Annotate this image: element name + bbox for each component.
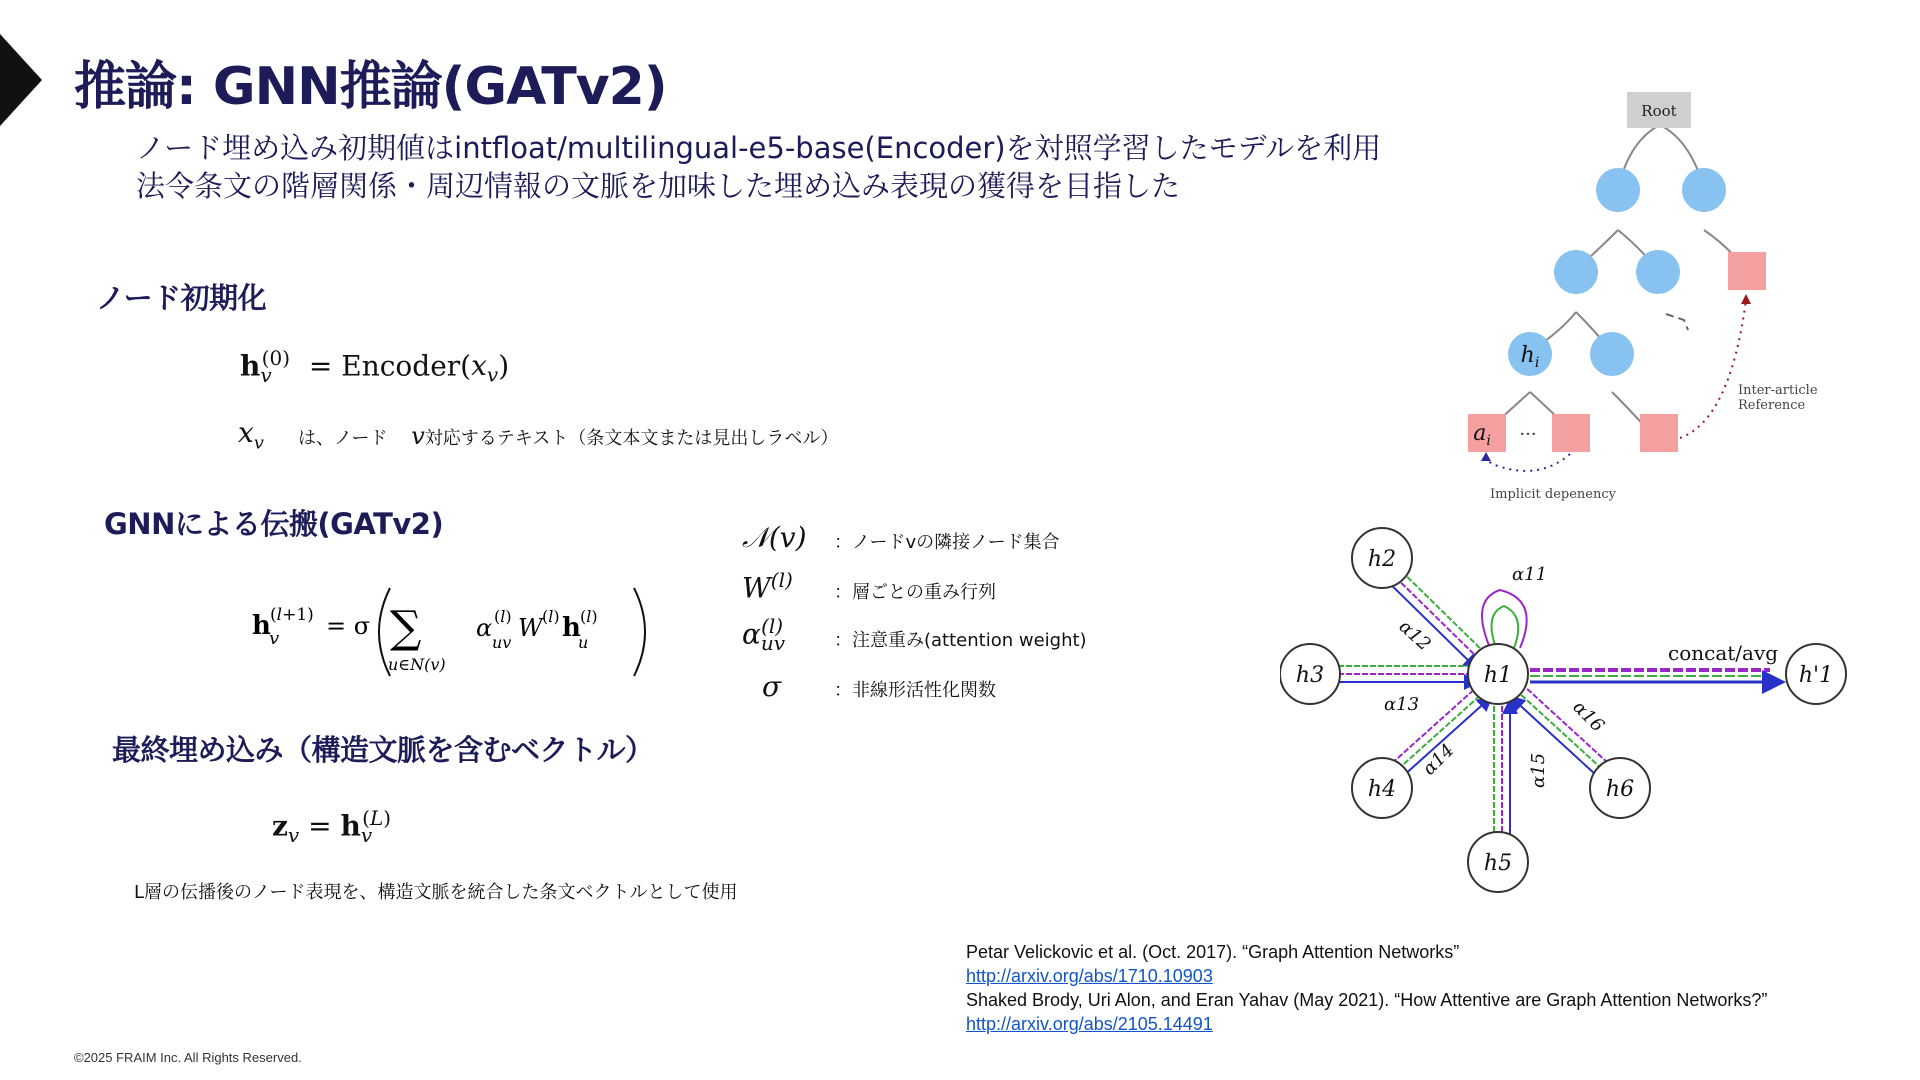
slide-marker [0,34,42,126]
reference-1: Petar Velickovic et al. (Oct. 2017). “Graph Attention Networks” [966,942,1460,962]
node-h3: h3 [1295,663,1325,688]
svg-text:(l+1): (l+1) [270,605,314,625]
inter-article-label: Inter-article [1738,383,1818,398]
svg-text:u∈N(v): u∈N(v) [388,655,446,674]
legend-text-sigma: ：非線形活性化関数 [834,680,996,701]
legend-text-alpha: ：注意重み(attention weight) [834,630,1087,651]
legend-text-nv: ：ノードvの隣接ノード集合 [834,532,1060,553]
reference-1-link[interactable]: http://arxiv.org/abs/1710.10903 [966,966,1213,986]
node-h1: h1 [1483,663,1513,688]
legend-symbol-nv: 𝒩(v) [742,521,807,554]
edge-alpha11: α11 [1512,564,1548,585]
node-h2: h2 [1367,547,1397,572]
node-h4: h4 [1367,777,1397,802]
intro-line-2: 法令条文の階層関係・周辺情報の文脈を加味した埋め込み表現の獲得を目指した [136,169,1181,203]
implicit-label: Implicit depenency [1490,487,1616,502]
svg-text:∑: ∑ [390,602,422,653]
reference-2: Shaked Brody, Uri Alon, and Eran Yahav (May 2021). “How Attentive are Graph Attention Networks?” [966,990,1768,1010]
node-h6: h6 [1605,777,1635,802]
node-h5: h5 [1483,851,1513,876]
edge-alpha15: α15 [1528,752,1549,788]
formula-propagation [240,570,660,690]
legend-symbol-w: $W^{(l)}$ [742,568,793,605]
formula-init: $h_v^{(0)}$ = $Encoder(x_v)$ [240,346,510,387]
svg-text:W: W [518,614,543,642]
final-note: L層の伝播後のノード表現を、構造文脈を統合した条文ベクトルとして使用 [134,882,738,903]
svg-text:α: α [476,614,493,642]
svg-text:···: ··· [1519,424,1537,445]
svg-text:= σ: = σ [326,612,371,640]
note-symbol-xv: $x_v$ [238,416,264,454]
reference-2-link[interactable]: http://arxiv.org/abs/2105.14491 [966,1014,1213,1034]
svg-text:(l): (l) [542,607,560,626]
svg-text:h: h [252,611,271,641]
section-heading-propagation: GNNによる伝搬(GATv2) [104,507,444,541]
svg-text:u: u [578,633,589,652]
edge-alpha12: α12 [1394,616,1435,656]
legend-symbol-sigma: σ [762,670,782,703]
svg-text:(l): (l) [494,607,512,626]
svg-text:Reference: Reference [1738,398,1806,413]
section-heading-final: 最終埋め込み（構造文脈を含むベクトル） [112,733,654,767]
edge-alpha14: α14 [1418,739,1459,780]
svg-text:hi: $h_i$ [1520,343,1540,371]
section-heading-init: ノード初期化 [96,281,267,315]
edge-alpha16: α16 [1568,696,1609,737]
svg-text:ai: $a_i$ [1473,421,1491,449]
copyright: ©2025 FRAIM Inc. All Rights Reserved. [74,1050,302,1065]
tree-diagram [1430,80,1830,520]
legend-text-w: ：層ごとの重み行列 [834,582,996,603]
node-h1-prime: h'1 [1798,663,1834,688]
slide-title: 推論: GNN推論(GATv2) [74,57,667,117]
attention-diagram [1280,520,1880,900]
intro-line-1: ノード埋め込み初期値はintfloat/multilingual-e5-base(Encoder)を対照学習したモデルを利用 [136,131,1382,165]
root-label: Root [1641,102,1677,120]
svg-text:h: h [562,613,581,643]
init-note-text: は、ノード v対応するテキスト（条文本文または見出しラベル） [298,422,839,450]
formula-final: $z_v = h_v^{(L)}$ [272,806,392,847]
svg-text:(l): (l) [580,607,598,626]
svg-text:uv: uv [492,633,512,652]
edge-alpha13: α13 [1384,694,1420,715]
output-label: concat/avg [1668,641,1779,665]
legend-symbol-alpha: $\alpha_{uv}^{(l)}$ [742,614,786,655]
svg-text:v: v [269,628,280,649]
